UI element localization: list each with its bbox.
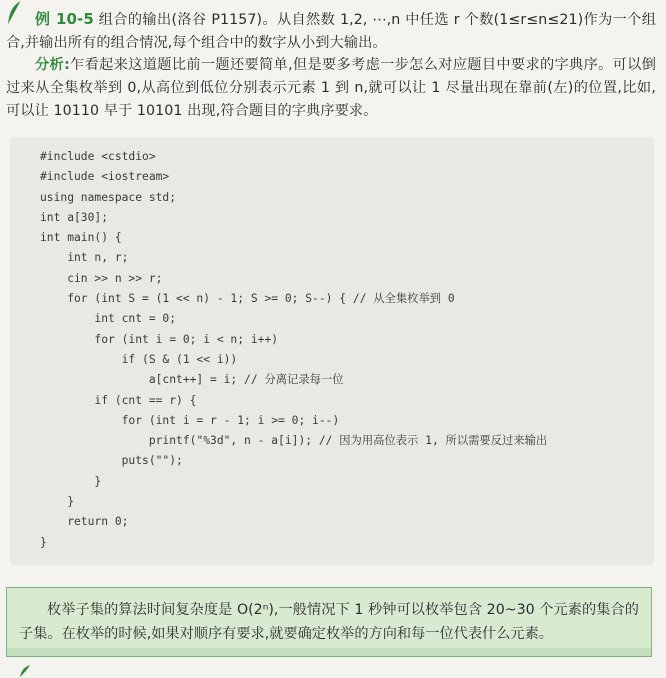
code-line: } xyxy=(40,474,102,488)
code-line: printf("%3d", n - a[i]); // 因为用高位表示 1, 所以需要反过来输出 xyxy=(40,434,548,448)
code-line: if (S & (1 << i)) xyxy=(40,352,238,366)
code-line: cin >> n >> r; xyxy=(40,271,163,285)
example-paragraph xyxy=(6,8,656,55)
example-text: 组合的输出(洛谷 P1157)。从自然数 1,2, ⋯,n 中任选 r 个数(1≤r≤n≤21)作为一个组合,并输出所有的组合情况,每个组合中的数字从小到大输出。 xyxy=(6,12,657,51)
code-block xyxy=(10,137,654,565)
code-line: a[cnt++] = i; // 分离记录每一位 xyxy=(40,373,344,387)
code-listing xyxy=(40,147,547,553)
tip-footer xyxy=(7,648,651,656)
analysis-paragraph xyxy=(6,54,656,123)
code-line: #include <cstdio> xyxy=(40,150,156,163)
example-label: 例 10-5 xyxy=(35,10,94,28)
code-line: #include <iostream> xyxy=(40,170,170,184)
analysis-text: 乍看起来这道题比前一题还要简单,但是要多考虑一步怎么对应题目中要求的字典序。可以倒过来从全集枚举到 0,从高位到低位分别表示元素 1 到 n,就可以让 1 尽量出现在靠前(左)的位置,比如,可以让 10110 早于 10101 出现,符合题目的字典序要求。 xyxy=(6,57,656,119)
analysis-label: 分析: xyxy=(35,57,70,73)
code-line: int cnt = 0; xyxy=(40,312,177,326)
code-line: if (cnt == r) { xyxy=(40,393,197,407)
tip-box xyxy=(6,587,652,657)
leaf-icon xyxy=(18,664,32,678)
tip-text: 枚举子集的算法时间复杂度是 O(2ⁿ),一般情况下 1 秒钟可以枚举包含 20~30 个元素的集合的子集。在枚举的时候,如果对顺序有要求,就要确定枚举的方向和每一位代表什么元素。 xyxy=(19,602,639,642)
code-line: int n, r; xyxy=(40,251,129,265)
code-line: for (int S = (1 << n) - 1; S >= 0; S--) { // 从全集枚举到 0 xyxy=(40,292,455,306)
code-line: for (int i = 0; i < n; i++) xyxy=(40,332,279,346)
code-line: int main() { xyxy=(40,231,122,245)
code-line: using namespace std; xyxy=(40,190,177,204)
code-line: puts(""); xyxy=(40,454,183,468)
code-line: int a[30]; xyxy=(40,210,109,224)
code-line: return 0; xyxy=(40,515,129,529)
code-line: } xyxy=(40,495,75,509)
code-line: } xyxy=(40,535,47,549)
code-line: for (int i = r - 1; i >= 0; i--) xyxy=(40,413,340,427)
